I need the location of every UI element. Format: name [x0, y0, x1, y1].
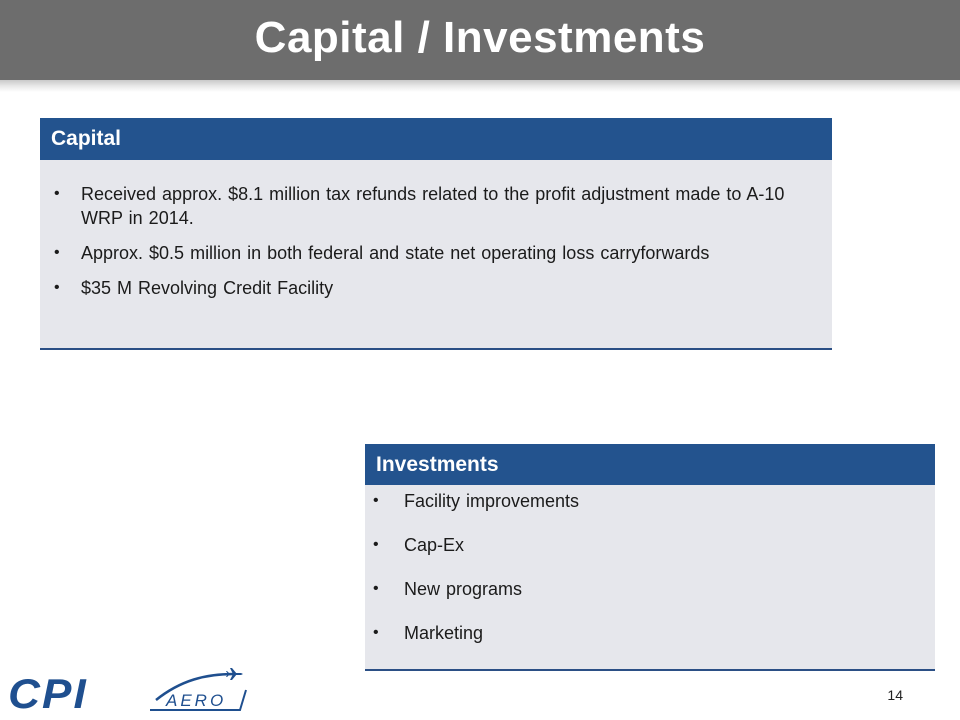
bullet-icon: •	[373, 624, 379, 641]
list-item-text: New programs	[404, 579, 523, 599]
investments-panel	[365, 444, 935, 671]
bullet-icon: •	[373, 536, 379, 553]
list-item	[373, 621, 935, 645]
capital-header: Capital	[40, 118, 832, 160]
list-item-text: Facility improvements	[404, 491, 580, 511]
slide-title: Capital / Investments	[254, 13, 706, 62]
investments-list	[365, 485, 935, 645]
list-item-text: Received approx. $8.1 million tax refunds related to the profit adjustment made to A-10 WRP in 2014.	[81, 184, 785, 228]
bullet-icon: •	[54, 279, 60, 296]
capital-panel	[40, 118, 832, 350]
list-item-text: Cap-Ex	[404, 535, 465, 555]
airplane-icon	[226, 668, 243, 680]
list-item	[373, 489, 935, 513]
title-shadow	[0, 80, 960, 92]
bullet-icon: •	[54, 244, 60, 261]
page-number: 14	[887, 687, 903, 703]
bullet-icon: •	[373, 580, 379, 597]
company-logo	[6, 666, 256, 714]
cpi-aero-logo	[6, 666, 256, 714]
list-item-text: Marketing	[404, 623, 484, 643]
list-item-text: Approx. $0.5 million in both federal and state net operating loss carryforwards	[81, 243, 710, 263]
list-item	[373, 577, 935, 601]
bullet-icon: •	[54, 185, 60, 202]
title-bar	[0, 0, 960, 80]
logo-secondary-text: AERO	[166, 691, 227, 710]
list-item	[54, 241, 832, 265]
list-item-text: $35 M Revolving Credit Facility	[81, 278, 334, 298]
list-item	[54, 276, 832, 300]
logo-primary-text: CPI	[8, 670, 88, 714]
list-item	[54, 182, 832, 230]
capital-list	[40, 160, 832, 300]
investments-header: Investments	[365, 444, 935, 485]
bullet-icon: •	[373, 492, 379, 509]
list-item	[373, 533, 935, 557]
